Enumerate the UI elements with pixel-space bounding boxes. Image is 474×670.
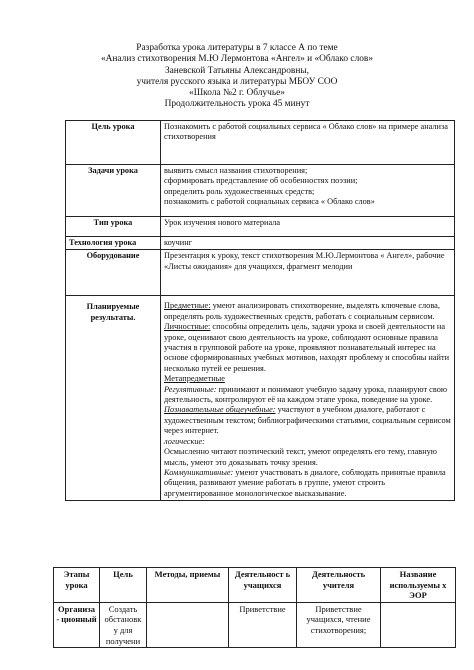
table-row <box>54 602 456 647</box>
cognitive-text: участвуют в учебном диалоге, работают с художественным текстом; библиографическими статьями, социальным сервисом через интернет. <box>164 405 451 436</box>
goal-row <box>66 121 455 165</box>
header-author-position: учителя русского языка и литературы МБОУ СОО <box>136 76 338 87</box>
eor-column-header: Название используемы х ЭОР <box>381 568 456 603</box>
header-school: «Школа №2 г. Облучье» <box>189 88 285 99</box>
students-column-header: Деятельност ь учащихся <box>229 568 297 603</box>
logical-text: Осмысленно читают поэтический текст, умеют определять его тему, главную мысль, умеют это доказывать точку зрения. <box>164 447 437 467</box>
goal-text: Познакомить с работой социальных сервиса « Облако слов» на примере анализа стихотворения <box>161 121 455 165</box>
technology-label: Технология урока <box>66 237 161 250</box>
communicative-text: умеют участвовать в диалоге, соблюдать принятые правила общения, развивают умение работать в группе, умеют строить аргументированное монологическое высказывание. <box>164 467 446 498</box>
teacher-cell: Приветствие учащихся, чтение стихотворения; <box>297 602 381 647</box>
results-label: Планируемые результаты. <box>66 296 161 501</box>
tasks-row <box>66 165 455 217</box>
stage-cell: Организа - ционный <box>54 602 100 647</box>
equipment-label: Оборудование <box>66 250 161 296</box>
goal-column-header: Цель <box>100 568 147 603</box>
stages-header-row <box>54 568 456 603</box>
communicative-label: Коммуникативные: <box>164 467 234 477</box>
regulatory-results <box>164 385 451 406</box>
task-item: познакомить с работой социальных сервиса « Облако слов» <box>164 197 375 207</box>
equipment-text: Презентация к уроку, текст стихотворения М.Ю.Лермонтова « Ангел», рабочие «Листы ожидания» для учащихся, фрагмент мелодии <box>161 250 455 296</box>
lesson-stages-table <box>53 567 456 648</box>
meta-results-label: Метапредметные <box>164 374 225 384</box>
regulatory-label: Регулятивные: <box>164 384 217 394</box>
header-author-name: Заневской Татьяны Александровны, <box>164 65 310 76</box>
results-row <box>66 296 455 501</box>
methods-column-header: Методы, приемы <box>147 568 229 603</box>
stage-column-header: Этапы урока <box>54 568 100 603</box>
cognitive-label: Познавательные общеучебные: <box>164 405 276 415</box>
header-duration: Продолжительность урока 45 минут <box>164 99 310 110</box>
personal-results <box>164 322 451 374</box>
header-topic-line: «Анализ стихотворения М.Ю Лермонтова «Ангел» и «Облако слов» <box>100 54 374 65</box>
tasks-list <box>161 165 455 217</box>
document-header <box>0 43 474 111</box>
students-cell: Приветствие <box>229 602 297 647</box>
lesson-plan-table <box>65 120 455 501</box>
subject-results <box>164 301 451 322</box>
cognitive-results <box>164 405 451 436</box>
goal-cell: Создать обстановк у для получени <box>100 602 147 647</box>
regulatory-text: принимают и понимают учебную задачу урока, планируют свою деятельность, контролируют её на каждом этапе урока, поведение на уроке. <box>164 384 448 405</box>
methods-cell <box>147 602 229 647</box>
communicative-results <box>164 468 451 499</box>
task-item: выявить смысл названия стихотворения; <box>164 166 308 175</box>
personal-results-label: Личностные: <box>164 322 211 332</box>
goal-label: Цель урока <box>66 121 161 165</box>
subject-results-label: Предметные: <box>164 301 211 311</box>
type-label: Тип урока <box>66 217 161 237</box>
teacher-column-header: Деятельность учителя <box>297 568 381 603</box>
type-row <box>66 217 455 237</box>
results-content <box>161 296 455 501</box>
type-text: Урок изучения нового материала <box>161 217 455 237</box>
logical-label: логические: <box>164 436 205 446</box>
task-item: определить роль художественных средств; <box>164 186 315 196</box>
subject-results-text: умеют анализировать стихотворение, выделять ключевые слова, определять роль художественных средств, работать с социальным сервисом. <box>164 301 440 321</box>
task-item: сформировать представление об особенностях поэзии; <box>164 176 358 186</box>
technology-text: коучинг <box>161 237 455 250</box>
header-title-line: Разработка урока литературы в 7 классе А по теме <box>136 43 338 53</box>
personal-results-text: способны определить цель, задачи урока и своей деятельности на уроке, оценивают свою деятельность на уроке, соблюдают основные правила участия в групповой работе на уроке, проявляют познавательный интерес на основе сформированных учебных мотивов, находят проблему и способны найти несколько путей ее решения. <box>164 322 450 373</box>
equipment-row <box>66 250 455 296</box>
eor-cell <box>381 602 456 647</box>
tasks-label: Задачи урока <box>66 165 161 217</box>
technology-row <box>66 237 455 250</box>
